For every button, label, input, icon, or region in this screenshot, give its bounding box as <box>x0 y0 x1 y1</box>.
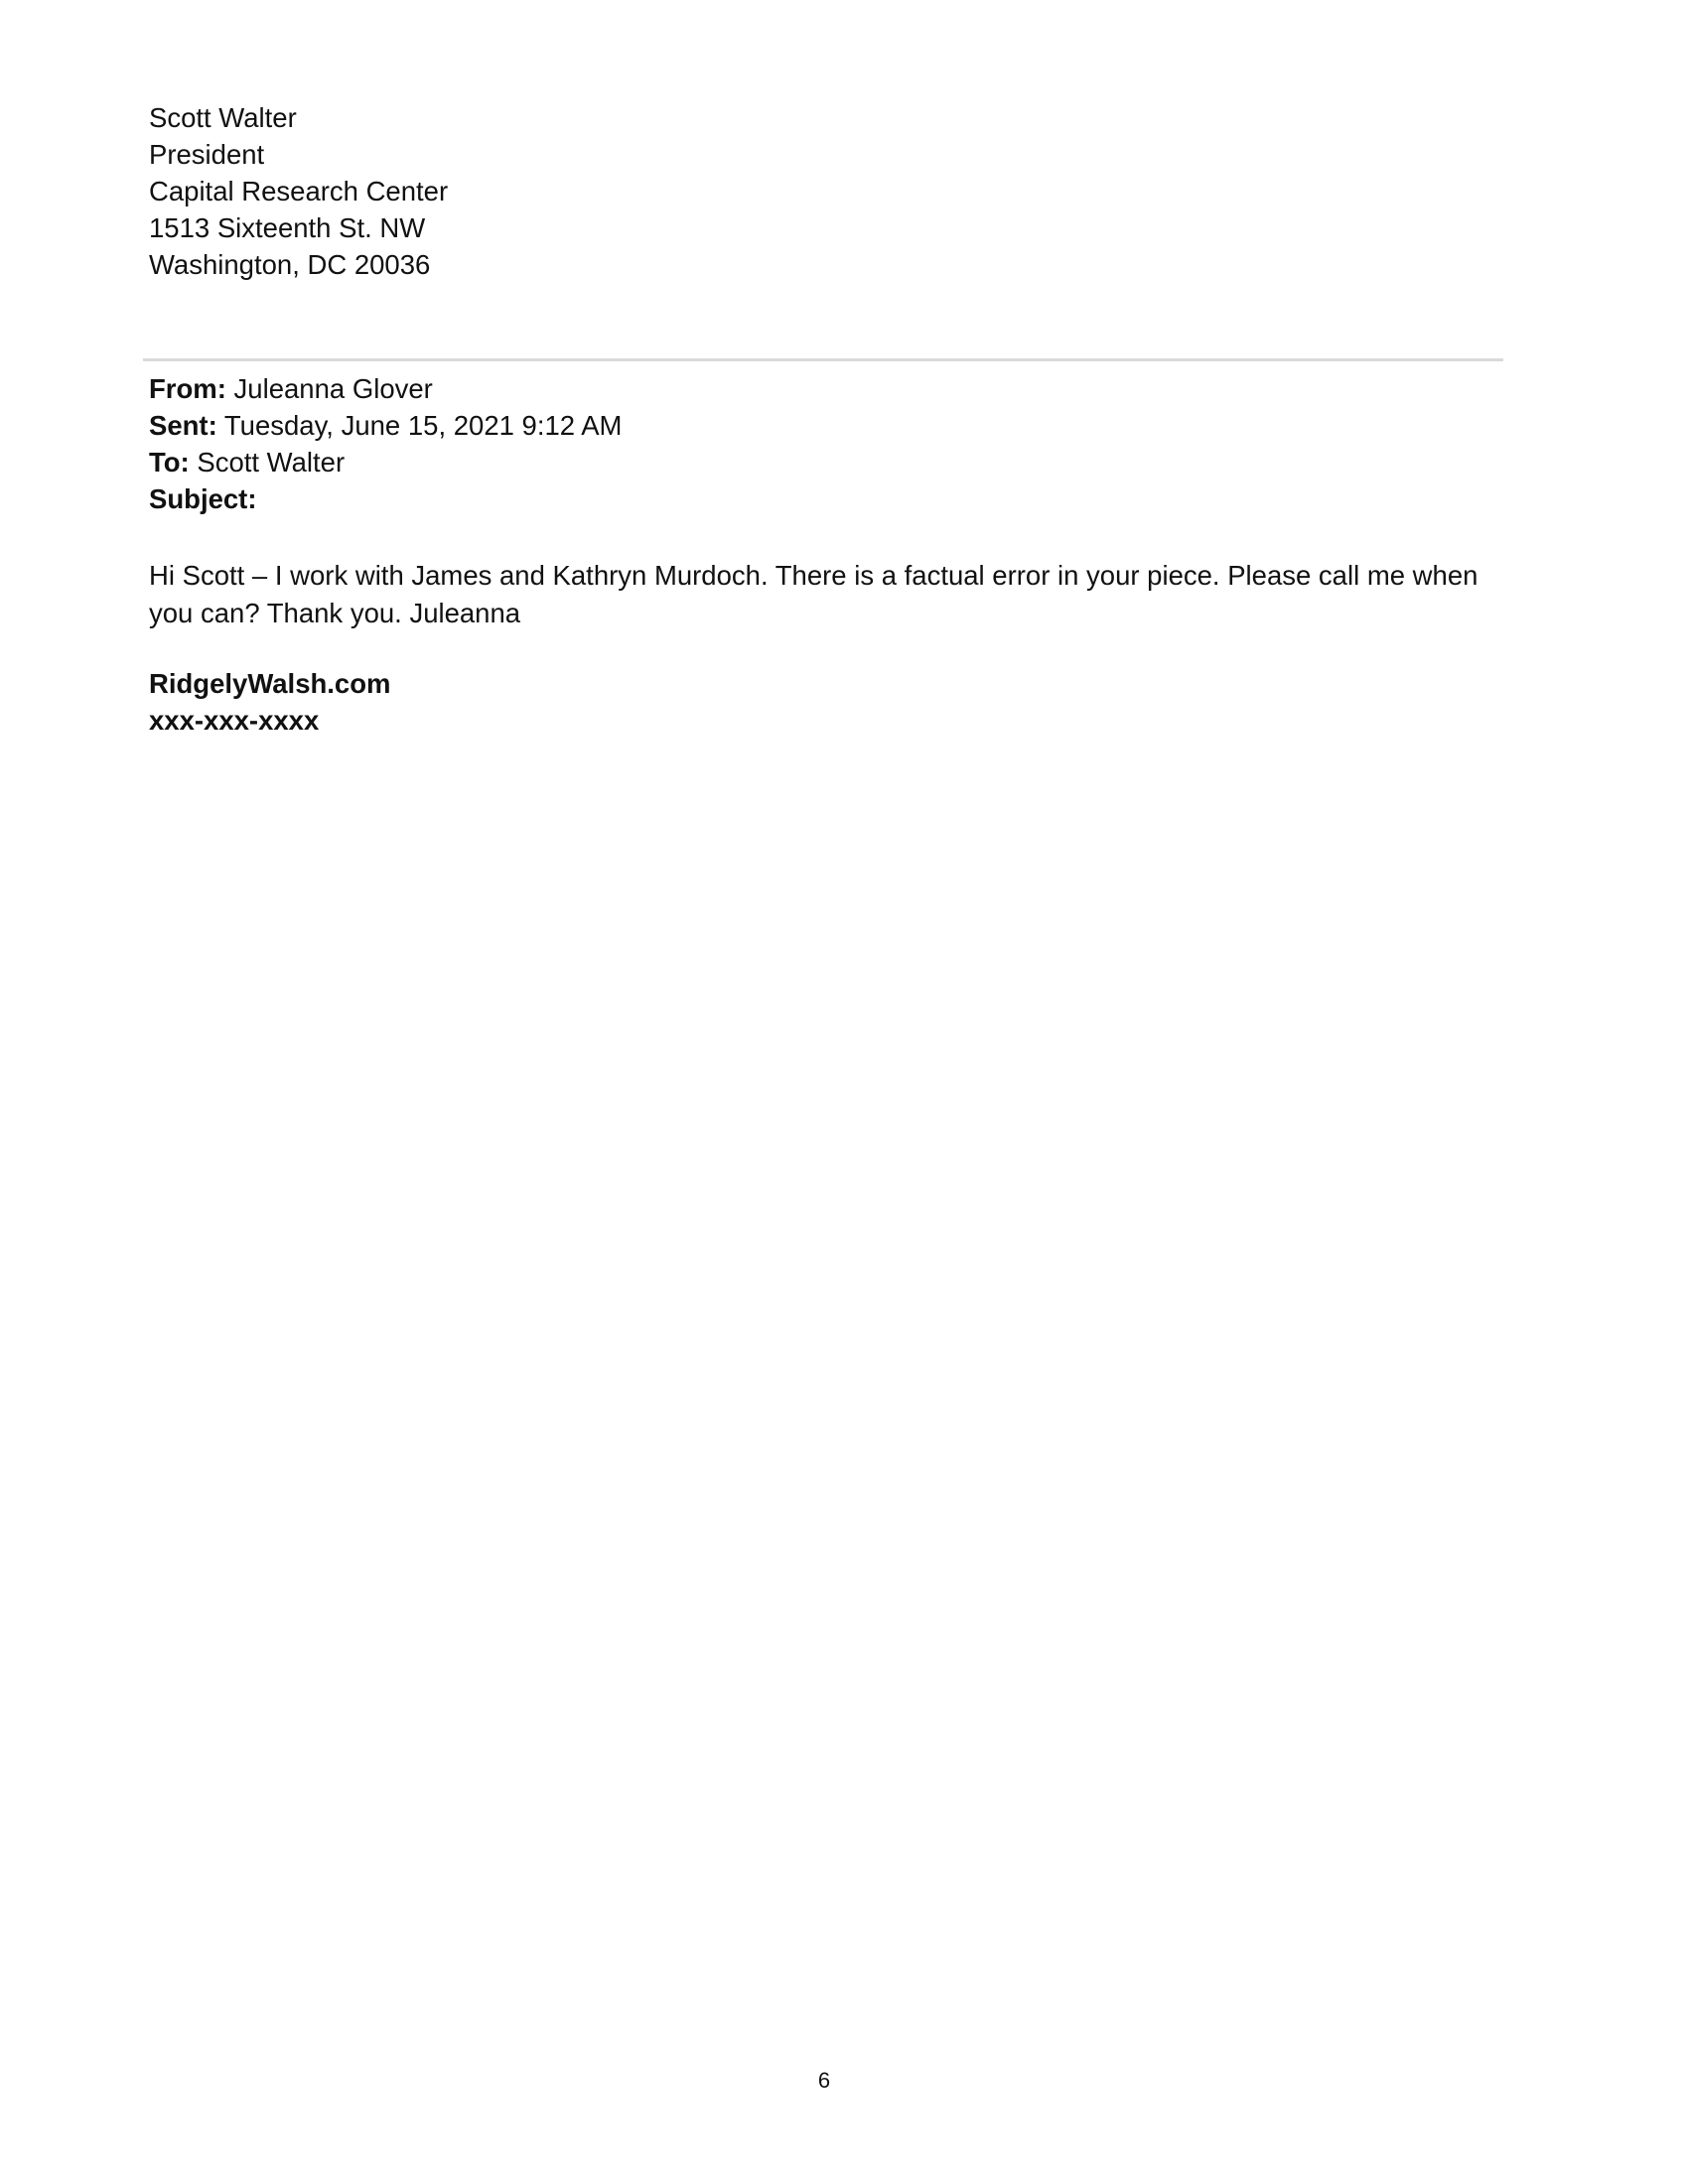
recipient-signature-block <box>149 99 844 283</box>
header-sent <box>149 407 1440 444</box>
sent-label: Sent: <box>149 410 217 441</box>
email-body: Hi Scott – I work with James and Kathryn Murdoch. There is a factual error in your piece. Please call me when you can? Thank you. Juleanna <box>149 560 1478 628</box>
from-value: Juleanna Glover <box>225 373 433 404</box>
signature-street: 1513 Sixteenth St. NW <box>149 212 426 243</box>
header-to <box>149 444 1440 480</box>
signature-organization: Capital Research Center <box>149 176 449 206</box>
signature-name: Scott Walter <box>149 102 297 133</box>
page-number: 6 <box>817 2068 831 2093</box>
sender-website: RidgelyWalsh.com <box>149 668 391 699</box>
from-label: From: <box>149 373 226 404</box>
sender-signature <box>149 665 844 739</box>
to-label: To: <box>149 447 190 478</box>
signature-title: President <box>149 139 265 170</box>
signature-city: Washington, DC 20036 <box>149 249 431 280</box>
header-from <box>149 370 1440 407</box>
message-divider <box>143 358 1503 361</box>
sent-value: Tuesday, June 15, 2021 9:12 AM <box>216 410 623 441</box>
header-subject <box>149 480 1440 517</box>
email-header <box>149 370 1440 517</box>
to-value: Scott Walter <box>189 447 346 478</box>
subject-label: Subject: <box>149 483 257 514</box>
sender-phone: xxx-xxx-xxxx <box>149 705 320 736</box>
